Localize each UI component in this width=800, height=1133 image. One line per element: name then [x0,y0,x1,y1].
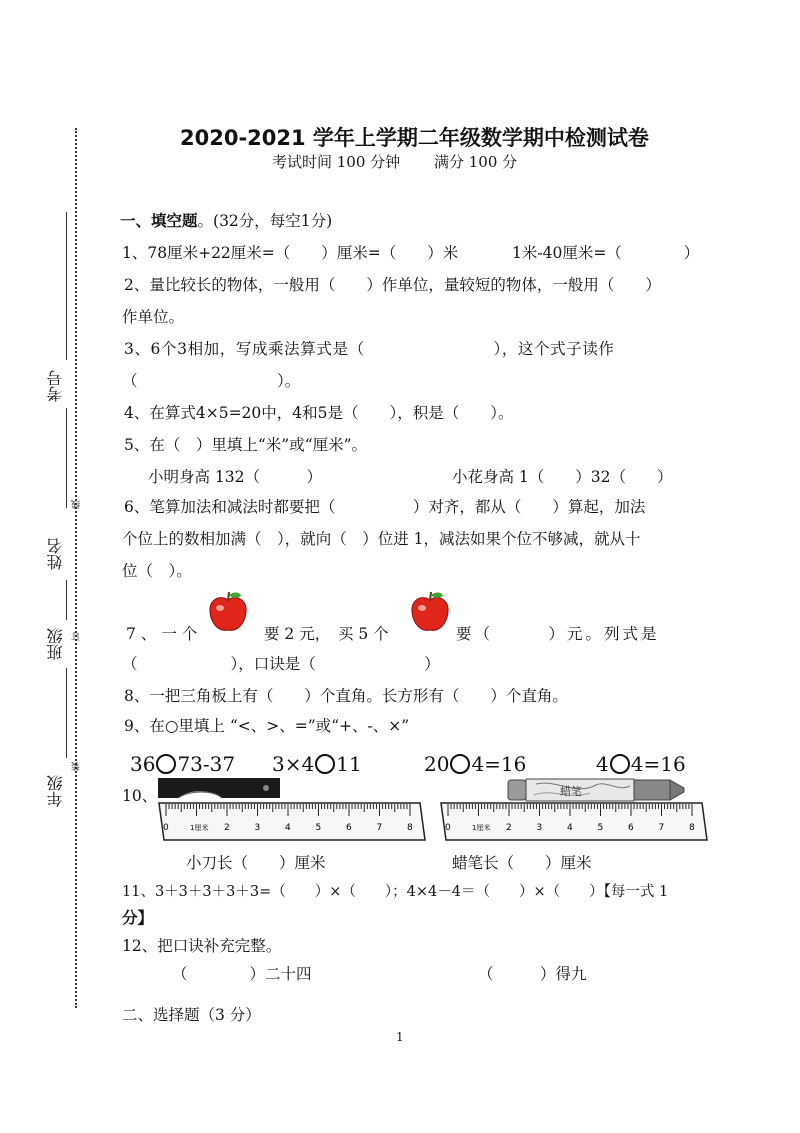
banji-underline [66,668,67,758]
q5-xiaohua: 小花身高 1（ ）32（ ） [452,468,673,486]
q12: 12、把口诀补充完整。 [122,937,282,955]
q3-line1: 3、6个3相加，写成乘法算式是（ ），这个式子读作 [124,340,615,358]
section1-heading-rest: 。(32分，每空1分) [197,212,333,230]
ruler-2-unit: 1厘米 [472,824,491,832]
apple-icon [207,590,249,634]
binding-dotted-line [75,128,77,1008]
q9-expr-4-left: 4 [596,752,609,776]
q1-part-a: 1、78厘米+22厘米=（ ）厘米=（ ）米 [122,244,459,262]
q10-knife-answer: 小刀长（ ）厘米 [186,854,326,872]
ruler-2 [438,800,710,844]
xingming-underline [66,580,67,620]
ruler-2-number: 4 [567,823,573,833]
q7-text-3: 要（ ）元。列式是 [456,625,660,643]
q9-expr-3-right: 4=16 [471,752,527,776]
nianji-label: 年级 [46,775,65,807]
ruler-1-number: 2 [224,823,230,833]
q9-expr-2-right: 11 [336,752,362,776]
q9-expr-2 [272,752,362,776]
ruler-1-unit: 1厘米 [190,824,209,832]
q1-part-b: 1米-40厘米=（ ） [512,244,700,262]
kaohao-label: 考号 [46,370,65,402]
q11-line2: 分】 [122,908,154,927]
ruler-1-number: 0 [163,823,169,833]
q9-expr-4-right: 4=16 [630,752,686,776]
q9-expr-1-right: 73-37 [177,752,236,776]
xian-mark: 线 [72,500,82,509]
zhuang-mark: 装 [72,762,82,771]
q12-a: （ ）二十四 [172,965,312,983]
compare-circle-3[interactable] [450,754,470,774]
q12-b: （ ）得九 [478,965,587,983]
exam-title: 2020-2021 学年上学期二年级数学期中检测试卷 [180,126,649,150]
q3-line2: （ ）。 [122,372,301,390]
apple-icon-2 [409,590,451,634]
q9-expr-1 [130,752,235,776]
q4: 4、在算式4×5=20中，4和5是（ ），积是（ ）。 [124,404,514,422]
q2-line2: 作单位。 [122,308,185,326]
compare-circle-4[interactable] [610,754,630,774]
ruler-2-number: 6 [628,823,634,833]
kaohao-underline [66,212,67,360]
ruler-1-number: 6 [346,823,352,833]
q10-crayon-answer: 蜡笔长（ ）厘米 [452,854,592,872]
ruler-1-number: 8 [407,823,413,833]
q9-expr-3-left: 20 [424,752,450,776]
section2-heading: 二、选择题（3 分） [122,1006,261,1024]
crayon-label: 蜡笔 [560,785,582,798]
q6-line2: 个位上的数相加满（ ），就向（ ）位进 1，减法如果个位不够减，就从十 [122,530,641,548]
banji-label: 班级 [46,628,65,660]
q9-expr-3 [424,752,526,776]
exam-score: 满分 100 分 [434,153,518,171]
q10-label: 10、 [122,787,158,805]
ruler-2-number: 8 [689,823,695,833]
page-number: 1 [396,1030,404,1044]
exam-time: 考试时间 100 分钟 [272,153,401,171]
q6-line1: 6、笔算加法和减法时都要把（ ）对齐，都从（ ）算起，加法 [124,498,646,516]
section1-heading [120,209,332,231]
q5: 5、在（ ）里填上“米”或“厘米”。 [124,436,368,454]
ruler-1 [156,800,428,844]
q9: 9、在○里填上 “<、>、=”或“+、-、×” [124,717,410,735]
q2-line1: 2、量比较长的物体，一般用（ ）作单位，量较短的物体，一般用（ ） [124,276,661,294]
q9-expr-4 [596,752,686,776]
xingming-label: 姓名 [46,538,65,570]
compare-circle-2[interactable] [315,754,335,774]
q9-expr-1-left: 36 [130,752,156,776]
ruler-1-number: 3 [254,823,261,833]
ruler-2-number: 0 [445,823,451,833]
q8: 8、一把三角板上有（ ）个直角。长方形有（ ）个直角。 [124,687,568,705]
kaohao-line-lower [66,408,67,508]
ruler-1-number: 5 [315,823,322,833]
ruler-2-number: 2 [506,823,512,833]
ruler-1-number: 7 [376,823,383,833]
ruler-1-number: 4 [285,823,291,833]
section1-heading-bold: 一、填空题 [120,211,198,230]
q6-line3: 位（ ）。 [122,562,192,580]
compare-circle-1[interactable] [156,754,176,774]
ruler-2-number: 5 [597,823,604,833]
q11-line1: 11、3＋3＋3＋3＋3=（ ）×（ ）；4×4－4＝（ ）×（ ）【每一式 1 [122,884,669,900]
q7-text-1: 7、一个 [126,625,203,643]
ruler-2-number: 7 [658,823,665,833]
ruler-2-number: 3 [536,823,543,833]
q9-expr-2-left: 3×4 [272,752,315,776]
ding-mark: 订 [72,632,82,641]
q7-line2: （ ），口诀是（ ） [122,655,440,673]
q7-text-2: 要 2 元， 买 5 个 [264,625,389,643]
q5-xiaoming: 小明身高 132（ ） [148,468,323,486]
knife-icon [156,776,282,802]
